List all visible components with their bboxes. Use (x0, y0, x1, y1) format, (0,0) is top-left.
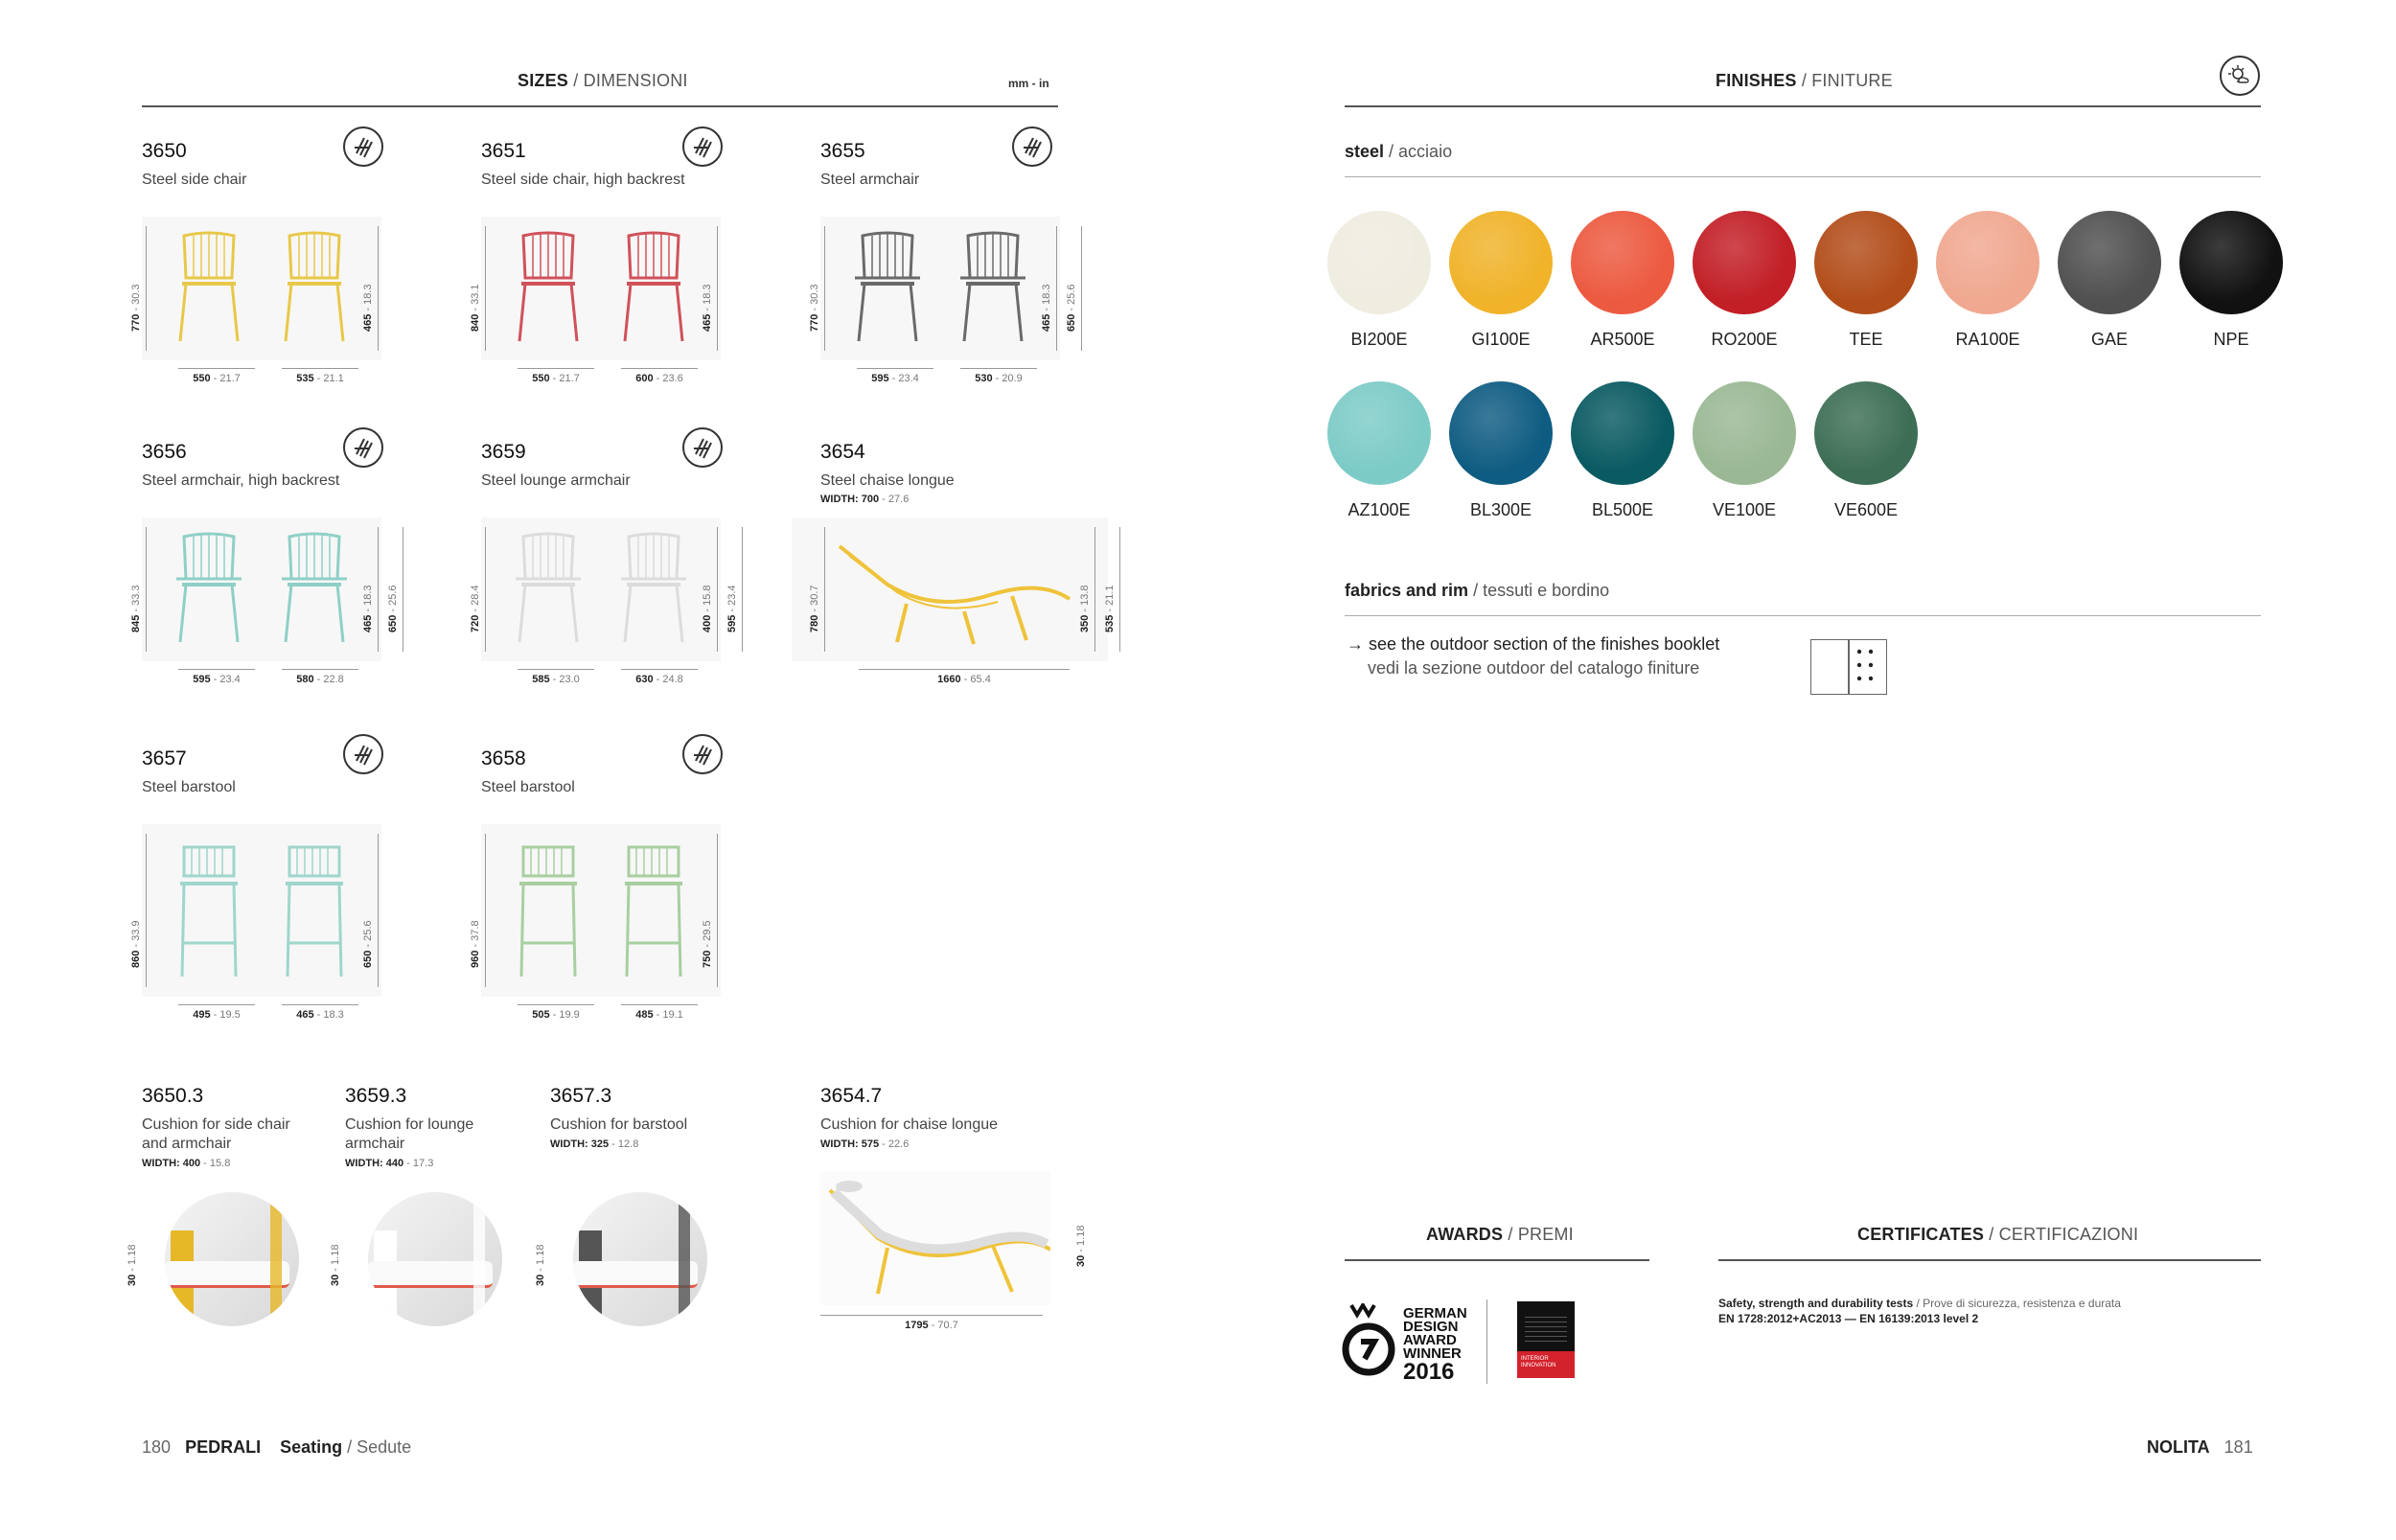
stackable-icon (682, 734, 723, 774)
vertical-dimension: 860 - 33.9 (130, 920, 142, 968)
product-description: Steel armchair, high backrest (142, 472, 340, 489)
booklet-icon (1810, 639, 1887, 695)
vertical-dimension: 400 - 15.8 (702, 585, 713, 632)
vertical-dimension: 465 - 18.3 (362, 585, 374, 632)
section-light: / Sedute (347, 1437, 412, 1457)
swatch-npe[interactable] (2179, 211, 2283, 314)
product-code: 3656 (142, 441, 187, 463)
fabrics-rule (1345, 615, 2261, 616)
section-bold: Seating (280, 1437, 343, 1457)
horizontal-dimension: 585 - 23.0 (518, 669, 594, 685)
interior-innovation-award-logo: INTERIOR INNOVATION (1517, 1301, 1575, 1378)
certificates-rule (1718, 1259, 2261, 1261)
cushion-dimension: 30 - 1.18 (535, 1244, 546, 1286)
dimension-line (146, 834, 147, 987)
dimension-line (378, 226, 379, 351)
cushion-description: Cushion for side chair (142, 1116, 290, 1133)
horizontal-dimension: 465 - 18.3 (282, 1004, 358, 1021)
vertical-dimension: 650 - 25.6 (362, 920, 374, 968)
product-code: 3658 (481, 747, 526, 770)
dimension-line (742, 527, 743, 652)
product-photo (481, 217, 721, 360)
stackable-icon (682, 126, 723, 167)
horizontal-dimension: 1660 - 65.4 (859, 669, 1070, 685)
swatch-ra100e[interactable] (1936, 211, 2039, 314)
swatch-label: VE100E (1712, 500, 1777, 519)
steel-rule (1345, 176, 2261, 177)
cushion-description-2: armchair (345, 1136, 405, 1152)
cushion-dimension: 30 - 1.18 (127, 1244, 138, 1286)
horizontal-dimension: 495 - 19.5 (178, 1004, 255, 1021)
swatch-ve600e[interactable] (1814, 381, 1918, 485)
stackable-icon (343, 734, 383, 774)
dimension-line (824, 527, 825, 652)
dimension-line (1094, 527, 1095, 652)
stackable-icon (682, 427, 723, 468)
product-photo (481, 517, 721, 661)
product-photo (142, 217, 381, 360)
swatch-bl500e[interactable] (1571, 381, 1674, 485)
product-3656 (130, 441, 487, 728)
dimension-line (717, 834, 718, 987)
fabrics-label: fabrics and rim / tessuti e bordino (1345, 581, 1610, 600)
vertical-dimension: 650 - 25.6 (1066, 284, 1077, 332)
finishes-note (1347, 634, 1719, 678)
swatch-label: RA100E (1955, 330, 2020, 349)
horizontal-dimension: 630 - 24.8 (621, 669, 698, 685)
dimension-line (485, 834, 486, 987)
cushion-3657.3 (535, 1085, 818, 1334)
swatch-label: TEE (1849, 330, 1883, 349)
product-description: Steel barstool (142, 779, 236, 795)
swatch-bi200e[interactable] (1327, 211, 1431, 314)
cushion-code: 3654.7 (820, 1085, 883, 1107)
product-photo (481, 824, 721, 997)
horizontal-dimension: 550 - 21.7 (178, 368, 255, 384)
swatch-tee[interactable] (1814, 211, 1918, 314)
outdoor-weather-icon (2220, 56, 2260, 96)
cushion-photo (820, 1171, 1050, 1305)
dimension-line (146, 527, 147, 652)
product-3651 (470, 140, 826, 427)
vertical-dimension: 465 - 18.3 (362, 284, 374, 332)
stackable-icon (343, 126, 383, 167)
vertical-dimension: 960 - 37.8 (470, 920, 481, 968)
cushion-photo (573, 1192, 707, 1326)
product-3654 (809, 441, 1165, 728)
product-description: Steel side chair (142, 172, 247, 188)
vertical-dimension: 845 - 33.3 (130, 585, 142, 632)
collection-name: NOLITA (2147, 1437, 2210, 1457)
stackable-icon (1012, 126, 1052, 167)
product-description: Steel lounge armchair (481, 472, 631, 489)
awards-rule (1345, 1259, 1649, 1261)
cushion-code: 3657.3 (550, 1085, 612, 1107)
horizontal-dimension: 485 - 19.1 (621, 1004, 698, 1021)
swatch-label: NPE (2213, 330, 2249, 349)
vertical-dimension: 595 - 23.4 (726, 585, 738, 632)
cushion-dimension: 30 - 1.18 (330, 1244, 341, 1286)
vertical-dimension: 840 - 33.1 (470, 284, 481, 332)
stackable-icon (343, 427, 383, 468)
cushion-description: Cushion for barstool (550, 1116, 688, 1133)
cushion-width: WIDTH: 575 - 22.6 (820, 1138, 910, 1150)
swatch-bl300e[interactable] (1449, 381, 1553, 485)
product-code: 3657 (142, 747, 187, 770)
horizontal-dimension: 595 - 23.4 (857, 368, 933, 384)
product-photo (142, 517, 381, 661)
cushion-3654.7 (820, 1085, 1089, 1334)
product-description: Steel barstool (481, 779, 575, 795)
dimension-line (717, 527, 718, 652)
page-number-left: 180 (142, 1437, 172, 1457)
horizontal-dimension: 505 - 19.9 (518, 1004, 594, 1021)
product-3658 (470, 747, 826, 1035)
cushion-dimension: 30 - 1.18 (1075, 1225, 1087, 1267)
dimension-line (378, 527, 379, 652)
brand-label: PEDRALI (185, 1437, 262, 1457)
product-photo (142, 824, 381, 997)
swatch-label: BL500E (1591, 500, 1654, 519)
vertical-dimension: 465 - 18.3 (1041, 284, 1052, 332)
swatch-label: BL300E (1469, 500, 1532, 519)
swatch-ro200e[interactable] (1693, 211, 1796, 314)
horizontal-dimension: 550 - 21.7 (518, 368, 594, 384)
vertical-dimension: 780 - 30.7 (809, 585, 820, 632)
product-code: 3654 (820, 441, 865, 463)
sizes-rule (142, 105, 1058, 107)
dimension-line (1119, 527, 1120, 652)
vertical-dimension: 750 - 29.5 (702, 920, 713, 968)
product-3650 (130, 140, 487, 427)
vertical-dimension: 350 - 13.8 (1079, 585, 1091, 632)
vertical-dimension: 465 - 18.3 (702, 284, 713, 332)
product-code: 3659 (481, 441, 526, 463)
left-footer (142, 1437, 411, 1458)
steel-label: steel / acciaio (1345, 142, 1453, 161)
swatch-label: AR500E (1590, 330, 1655, 349)
cushion-photo (165, 1192, 299, 1326)
swatch-gae[interactable] (2058, 211, 2161, 314)
dimension-line (485, 226, 486, 351)
cushion-length-dimension: 1795 - 70.7 (820, 1315, 1043, 1331)
vertical-dimension: 650 - 25.6 (387, 585, 399, 632)
product-description: Steel side chair, high backrest (481, 172, 685, 188)
product-3659 (470, 441, 826, 728)
horizontal-dimension: 595 - 23.4 (178, 669, 255, 685)
dimension-line (378, 834, 379, 987)
page-number-right: 181 (2223, 1437, 2253, 1457)
product-3655 (809, 140, 1165, 427)
product-photo (820, 217, 1060, 360)
german-design-award-logo (1342, 1303, 1399, 1378)
note-line-1: → see the outdoor section of the finishes booklet (1347, 634, 1720, 654)
product-photo (792, 517, 1108, 661)
cushion-description: Cushion for chaise longue (820, 1116, 999, 1133)
cushion-code: 3659.3 (345, 1085, 407, 1107)
swatch-label: VE600E (1833, 500, 1899, 519)
swatch-label: GAE (2090, 330, 2128, 349)
finishes-header: FINISHES / FINITURE (1716, 71, 1893, 90)
dimension-line (146, 226, 147, 351)
vertical-dimension: 770 - 30.3 (130, 284, 142, 332)
swatch-gi100e[interactable] (1449, 211, 1553, 314)
horizontal-dimension: 530 - 20.9 (960, 368, 1037, 384)
units-label: mm - in (1008, 77, 1049, 90)
horizontal-dimension: 580 - 22.8 (282, 669, 358, 685)
swatch-az100e[interactable] (1327, 381, 1431, 485)
vertical-dimension: 535 - 21.1 (1104, 585, 1116, 632)
product-3657 (130, 747, 487, 1035)
swatch-label: GI100E (1471, 330, 1531, 349)
dimension-line (1056, 226, 1057, 351)
dimension-line (717, 226, 718, 351)
product-description: Steel chaise longue (820, 472, 955, 489)
product-code: 3651 (481, 140, 526, 162)
cushion-width: WIDTH: 325 - 12.8 (550, 1138, 639, 1150)
gda-text: GERMAN DESIGN AWARD WINNER 2016 (1403, 1305, 1467, 1385)
finishes-rule (1345, 105, 2261, 107)
cushion-width: WIDTH: 440 - 17.3 (345, 1158, 434, 1169)
swatch-ar500e[interactable] (1571, 211, 1674, 314)
cushion-code: 3650.3 (142, 1085, 204, 1107)
sizes-header: SIZES / DIMENSIONI (518, 71, 688, 90)
horizontal-dimension: 535 - 21.1 (282, 368, 358, 384)
cushion-description: Cushion for lounge (345, 1116, 474, 1133)
awards-divider (1486, 1299, 1487, 1384)
swatch-label: BI200E (1350, 330, 1408, 349)
product-width: WIDTH: 700 - 27.6 (820, 494, 910, 505)
vertical-dimension: 720 - 28.4 (470, 585, 481, 632)
dimension-line (824, 226, 825, 351)
dimension-line (485, 527, 486, 652)
swatch-ve100e[interactable] (1693, 381, 1796, 485)
swatch-label: RO200E (1711, 330, 1778, 349)
product-description: Steel armchair (820, 172, 920, 188)
swatch-label: AZ100E (1348, 500, 1411, 519)
cushion-description-2: and armchair (142, 1136, 232, 1152)
cushion-width: WIDTH: 400 - 15.8 (142, 1158, 231, 1169)
certificates-header: CERTIFICATES / CERTIFICAZIONI (1857, 1225, 2139, 1244)
horizontal-dimension: 600 - 23.6 (621, 368, 698, 384)
certificates-text: Safety, strength and durability tests / Prove di sicurezza, resistenza e durata EN 1728:2012+AC2013 — EN 16139:2013 level 2 (1718, 1297, 2121, 1325)
product-code: 3650 (142, 140, 187, 162)
dimension-line (1081, 226, 1082, 351)
product-code: 3655 (820, 140, 865, 162)
cushion-photo (368, 1192, 502, 1326)
note-line-2: vedi la sezione outdoor del catalogo finiture (1368, 658, 1700, 678)
awards-header: AWARDS / PREMI (1426, 1225, 1574, 1244)
vertical-dimension: 770 - 30.3 (809, 284, 820, 332)
right-footer (2147, 1437, 2253, 1458)
